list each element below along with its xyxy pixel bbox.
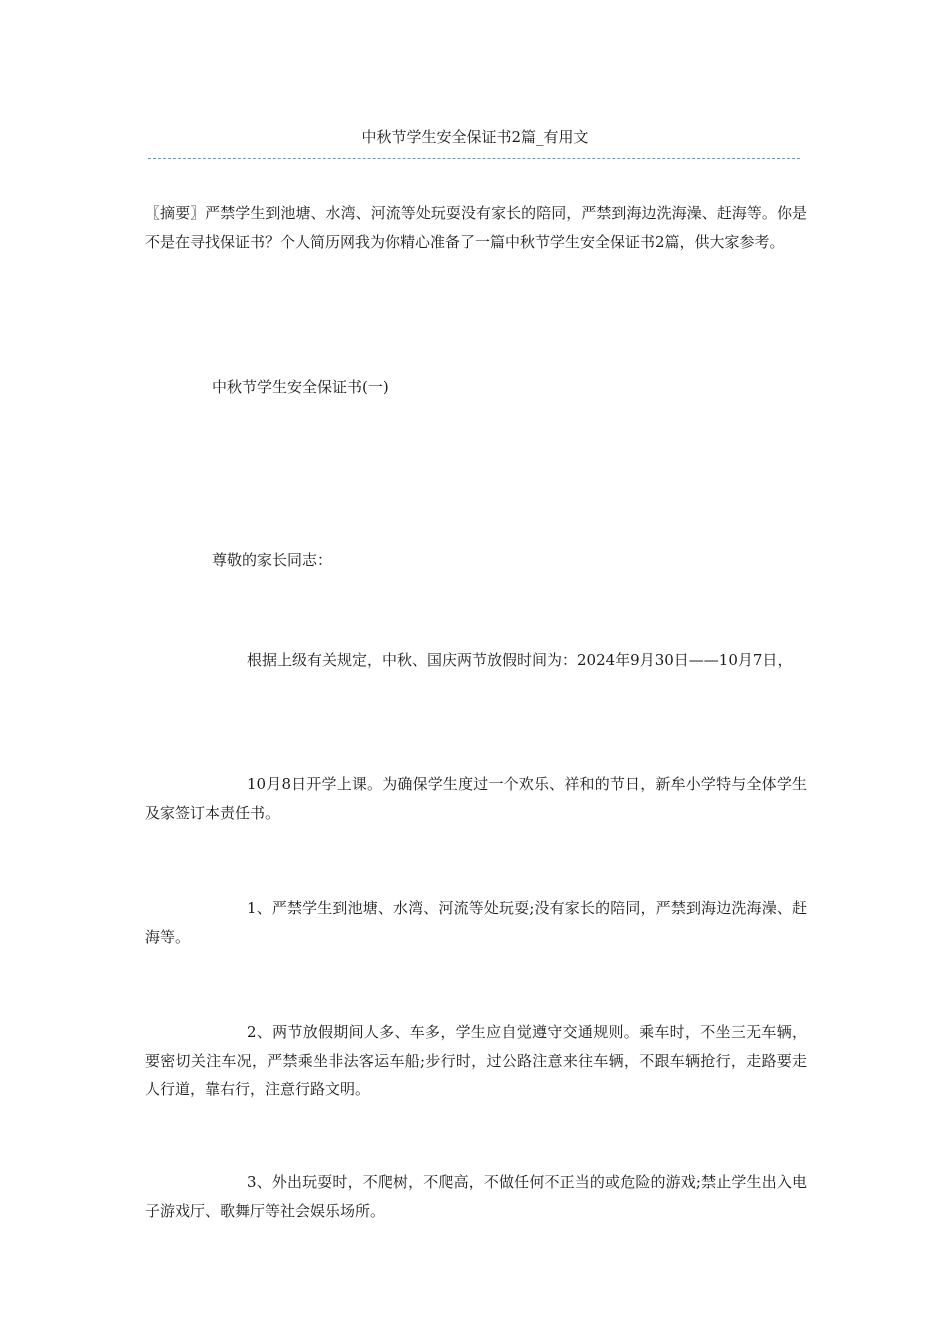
body-paragraph: 3、外出玩耍时，不爬树，不爬高，不做任何不正当的或危险的游戏;禁止学生出入电子游戏厅、歌舞厅等社会娱乐场所。 — [145, 1173, 807, 1220]
title-divider — [148, 158, 800, 159]
salutation: 尊敬的家长同志： — [212, 551, 333, 569]
body-paragraph: 2、两节放假期间人多、车多，学生应自觉遵守交通规则。乘车时，不坐三无车辆，要密切关注车况，严禁乘坐非法客运车船;步行时，过公路注意来往车辆，不跟车辆抢行，走路要走人行道，靠右行，注意行路文明。 — [145, 1023, 807, 1098]
document-title: 中秋节学生安全保证书2篇_有用文 — [361, 128, 589, 146]
body-paragraph: 根据上级有关规定，中秋、国庆两节放假时间为：2024年9月30日——10月7日， — [247, 651, 793, 669]
body-paragraph: 10月8日开学上课。为确保学生度过一个欢乐、祥和的节日，新牟小学特与全体学生及家签订本责任书。 — [145, 775, 807, 822]
abstract-paragraph: 〖摘要〗严禁学生到池塘、水湾、河流等处玩耍没有家长的陪同，严禁到海边洗海澡、赶海等。你是不是在寻找保证书？个人简历网我为你精心准备了一篇中秋节学生安全保证书2篇，供大家参考。 — [145, 204, 807, 251]
section-heading: 中秋节学生安全保证书(一) — [212, 378, 389, 396]
body-paragraph: 1、严禁学生到池塘、水湾、河流等处玩耍;没有家长的陪同，严禁到海边洗海澡、赶海等。 — [145, 899, 807, 946]
